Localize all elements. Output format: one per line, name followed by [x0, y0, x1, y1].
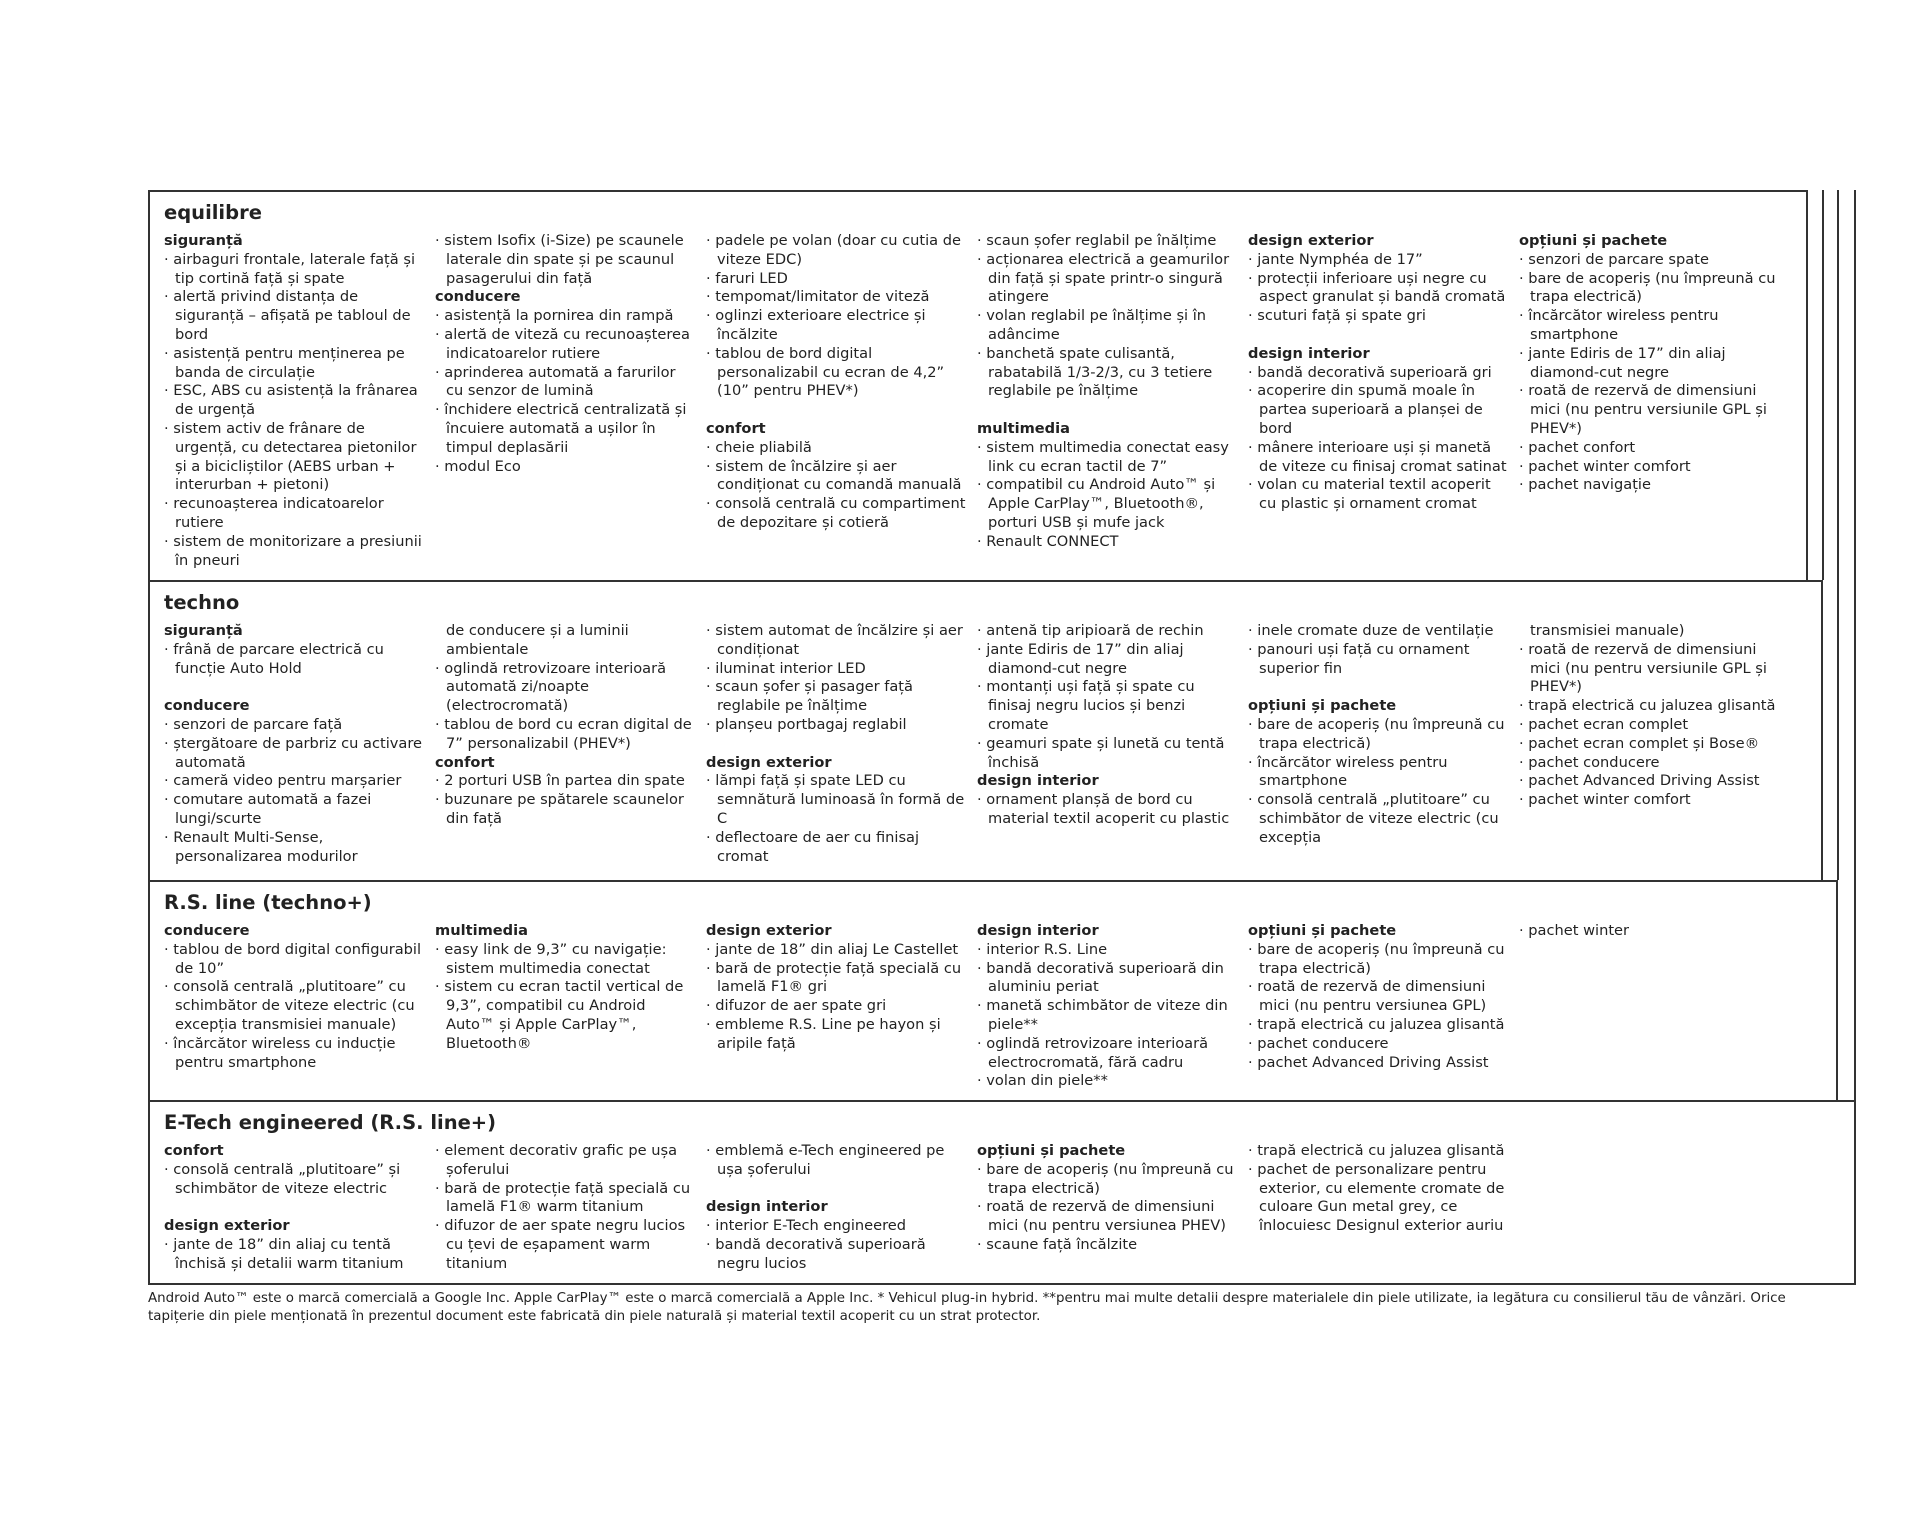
category-heading: confort [164, 1142, 224, 1159]
feature-item: · încărcător wireless pentru smartphone [1248, 754, 1508, 792]
category-heading: siguranță [164, 622, 243, 639]
feature-item: · scaune față încălzite [977, 1236, 1237, 1255]
feature-item-continued: transmisiei manuale) [1530, 622, 1685, 639]
section-title: techno [164, 591, 240, 614]
feature-item: · element decorativ grafic pe ușa șoferului [435, 1142, 695, 1180]
feature-item: · frână de parcare electrică cu funcție Auto Hold [164, 641, 424, 679]
feature-item: · senzori de parcare față [164, 716, 424, 735]
category-heading: multimedia [435, 922, 528, 939]
feature-column [977, 922, 1237, 1091]
feature-item: · consolă centrală „plutitoare” cu schimbător de viteze electric (cu excepția transmisiei manuale) [164, 978, 424, 1034]
feature-item: · antenă tip aripioară de rechin [977, 622, 1237, 641]
feature-item: · easy link de 9,3” cu navigație: sistem multimedia conectat [435, 941, 695, 979]
category-heading: siguranță [164, 232, 243, 249]
feature-item: · 2 porturi USB în partea din spate [435, 772, 695, 791]
feature-item: · planșeu portbagaj reglabil [706, 716, 966, 735]
category-heading: conducere [435, 288, 521, 306]
feature-item: · jante de 18” din aliaj cu tentă închisă și detalii warm titanium [164, 1236, 424, 1274]
feature-item: · difuzor de aer spate gri [706, 997, 966, 1016]
feature-item: · lămpi față și spate LED cu semnătură luminoasă în formă de C [706, 772, 966, 828]
feature-item-continued: de conducere și a luminii ambientale [446, 622, 629, 658]
feature-item: · buzunare pe spătarele scaunelor din față [435, 791, 695, 829]
feature-item: · asistență la pornirea din rampă [435, 307, 695, 326]
section-title: R.S. line (techno+) [164, 891, 372, 914]
category-heading: design exterior [1248, 232, 1374, 249]
category-heading: design interior [977, 772, 1099, 790]
feature-item: · cameră video pentru marșarier [164, 772, 424, 791]
feature-item: · protecții inferioare uși negre cu aspect granulat și bandă cromată [1248, 270, 1508, 308]
feature-item: · difuzor de aer spate negru lucios cu țevi de eșapament warm titanium [435, 1217, 695, 1273]
feature-item: · pachet Advanced Driving Assist [1248, 1054, 1508, 1073]
feature-column [435, 922, 695, 1054]
feature-item: · oglindă retrovizoare interioară automată zi/noapte (electrocromată) [435, 660, 695, 716]
feature-item: · roată de rezervă de dimensiuni mici (nu pentru versiunea PHEV) [977, 1198, 1237, 1236]
feature-item: · Renault CONNECT [977, 533, 1237, 552]
feature-item: · jante Nymphéa de 17” [1248, 251, 1508, 270]
section-rs-line [148, 880, 1838, 1100]
feature-column [706, 232, 966, 533]
feature-item: · banchetă spate culisantă, rabatabilă 1/3-2/3, cu 3 tetiere reglabile pe înălțime [977, 345, 1237, 401]
category-heading: design interior [1248, 344, 1370, 362]
feature-item: · pachet confort [1519, 439, 1779, 458]
feature-item: · sistem automat de încălzire și aer condiționat [706, 622, 966, 660]
feature-item: · mânere interioare uși și manetă de viteze cu finisaj cromat satinat [1248, 439, 1508, 477]
feature-item: · airbaguri frontale, laterale față și tip cortină față și spate [164, 251, 424, 289]
feature-item: · bară de protecție față specială cu lamelă F1® warm titanium [435, 1180, 695, 1218]
section-etech [148, 1100, 1856, 1285]
feature-item: · bare de acoperiș (nu împreună cu trapa electrică) [1519, 270, 1779, 308]
feature-column [1519, 622, 1779, 810]
feature-column [435, 622, 695, 829]
feature-item: · montanți uși față și spate cu finisaj negru lucios și benzi cromate [977, 678, 1237, 734]
category-heading: design exterior [706, 922, 832, 939]
feature-item: · tablou de bord cu ecran digital de 7” personalizabil (PHEV*) [435, 716, 695, 754]
feature-item: · sistem de monitorizare a presiunii în pneuri [164, 533, 424, 571]
feature-item: · senzori de parcare spate [1519, 251, 1779, 270]
feature-item: · pachet winter [1519, 922, 1779, 941]
feature-item: · pachet ecran complet [1519, 716, 1779, 735]
feature-item: · bare de acoperiș (nu împreună cu trapa electrică) [1248, 941, 1508, 979]
frame-line [1837, 190, 1839, 880]
feature-item: · ștergătoare de parbriz cu activare automată [164, 735, 424, 773]
section-title: E-Tech engineered (R.S. line+) [164, 1111, 497, 1134]
category-heading: design exterior [164, 1217, 290, 1235]
feature-item: · bare de acoperiș (nu împreună cu trapa electrică) [1248, 716, 1508, 754]
frame-line [1854, 190, 1856, 1100]
feature-item: · recunoașterea indicatoarelor rutiere [164, 495, 424, 533]
feature-item: · Renault Multi-Sense, personalizarea modurilor [164, 829, 424, 867]
feature-item: · consolă centrală cu compartiment de depozitare și cotieră [706, 495, 966, 533]
feature-item: · cheie pliabilă [706, 439, 966, 458]
feature-column [1248, 232, 1508, 514]
feature-item: · sistem Isofix (i-Size) pe scaunele laterale din spate și pe scaunul pasagerului din față [435, 232, 695, 288]
feature-item: · acționarea electrică a geamurilor din față și spate printr-o singură atingere [977, 251, 1237, 307]
feature-column [1248, 922, 1508, 1072]
feature-item: · comutare automată a fazei lungi/scurte [164, 791, 424, 829]
section-title: equilibre [164, 201, 262, 224]
frame-line [1822, 190, 1824, 580]
feature-item: · pachet navigație [1519, 476, 1779, 495]
feature-column [164, 922, 424, 1072]
feature-item: · manetă schimbător de viteze din piele** [977, 997, 1237, 1035]
feature-item: · ESC, ABS cu asistență la frânarea de urgență [164, 382, 424, 420]
feature-column [977, 622, 1237, 829]
feature-item: · pachet winter comfort [1519, 791, 1779, 810]
feature-item: · jante Ediris de 17” din aliaj diamond-cut negre [1519, 345, 1779, 383]
feature-item: · interior E-Tech engineered [706, 1217, 966, 1236]
feature-item: · tempomat/limitator de viteză [706, 288, 966, 307]
feature-item: · geamuri spate și lunetă cu tentă închisă [977, 735, 1237, 773]
feature-column [164, 622, 424, 866]
feature-column [1519, 232, 1779, 495]
feature-item: · ornament planșă de bord cu material textil acoperit cu plastic [977, 791, 1237, 829]
category-heading: conducere [164, 697, 250, 715]
feature-item: · roată de rezervă de dimensiuni mici (nu pentru versiunile GPL și PHEV*) [1519, 641, 1779, 697]
feature-item: · sistem activ de frânare de urgență, cu detectarea pietonilor și a bicicliștilor (AEBS urban + interurban + pietoni) [164, 420, 424, 495]
feature-item: · scaun șofer și pasager față reglabile pe înălțime [706, 678, 966, 716]
feature-item: · trapă electrică cu jaluzea glisantă [1248, 1142, 1508, 1161]
feature-column [1248, 622, 1508, 848]
feature-item: · bandă decorativă superioară negru lucios [706, 1236, 966, 1274]
feature-item: · trapă electrică cu jaluzea glisantă [1519, 697, 1779, 716]
feature-item: · încărcător wireless pentru smartphone [1519, 307, 1779, 345]
feature-item: · sistem de încălzire și aer condiționat cu comandă manuală [706, 458, 966, 496]
category-heading: design interior [977, 922, 1099, 939]
feature-item: · emblemă e-Tech engineered pe ușa șoferului [706, 1142, 966, 1180]
category-heading: design exterior [706, 753, 832, 771]
feature-item: · inele cromate duze de ventilație [1248, 622, 1508, 641]
feature-item: · închidere electrică centralizată și încuiere automată a ușilor în timpul deplasării [435, 401, 695, 457]
feature-item: · jante Ediris de 17” din aliaj diamond-cut negre [977, 641, 1237, 679]
feature-column [435, 232, 695, 476]
feature-column [706, 622, 966, 866]
feature-item: · pachet winter comfort [1519, 458, 1779, 477]
feature-item: · oglindă retrovizoare interioară electrocromată, fără cadru [977, 1035, 1237, 1073]
feature-item: · padele pe volan (doar cu cutia de viteze EDC) [706, 232, 966, 270]
footnote: Android Auto™ este o marcă comercială a Google Inc. Apple CarPlay™ este o marcă comercială a Apple Inc. * Vehicul plug-in hybrid. **pentru mai multe detalii despre materialele din piele utilizate, ia legătura cu consilierul tău de vânzări. Orice tapițerie din piele menționată în prezentul document este fabricată din piele naturală și material textil acoperit cu un strat protector. [148, 1291, 1786, 1324]
feature-item: · acoperire din spumă moale în partea superioară a planșei de bord [1248, 382, 1508, 438]
feature-item: · modul Eco [435, 458, 695, 477]
feature-item: · pachet ecran complet și Bose® [1519, 735, 1779, 754]
feature-item: · sistem multimedia conectat easy link cu ecran tactil de 7” [977, 439, 1237, 477]
category-heading: opțiuni și pachete [1248, 697, 1397, 715]
feature-item: · roată de rezervă de dimensiuni mici (nu pentru versiunea GPL) [1248, 978, 1508, 1016]
feature-item: · consolă centrală „plutitoare” cu schimbător de viteze electric (cu excepția [1248, 791, 1508, 847]
category-heading: opțiuni și pachete [977, 1142, 1126, 1159]
feature-item: · faruri LED [706, 270, 966, 289]
feature-item: · volan reglabil pe înălțime și în adâncime [977, 307, 1237, 345]
feature-item: · volan cu material textil acoperit cu plastic și ornament cromat [1248, 476, 1508, 514]
feature-item: · compatibil cu Android Auto™ și Apple CarPlay™, Bluetooth®, porturi USB și mufe jack [977, 476, 1237, 532]
category-heading: opțiuni și pachete [1248, 922, 1397, 939]
feature-item: · tablou de bord digital configurabil de 10” [164, 941, 424, 979]
category-heading: confort [435, 753, 495, 771]
feature-column [706, 1142, 966, 1274]
feature-item: · asistență pentru menținerea pe banda de circulație [164, 345, 424, 383]
feature-item: · oglinzi exterioare electrice și încălzite [706, 307, 966, 345]
feature-item: · alertă privind distanța de siguranță – afișată pe tabloul de bord [164, 288, 424, 344]
feature-item: · volan din piele** [977, 1072, 1237, 1091]
feature-column [164, 1142, 424, 1274]
feature-column [1248, 1142, 1508, 1236]
category-heading: multimedia [977, 419, 1070, 437]
category-heading: confort [706, 419, 766, 437]
feature-item: · bare de acoperiș (nu împreună cu trapa electrică) [977, 1161, 1237, 1199]
feature-column [435, 1142, 695, 1274]
feature-item: · iluminat interior LED [706, 660, 966, 679]
feature-column [977, 232, 1237, 552]
feature-item: · tablou de bord digital personalizabil cu ecran de 4,2” (10” pentru PHEV*) [706, 345, 966, 401]
feature-item: · alertă de viteză cu recunoașterea indicatoarelor rutiere [435, 326, 695, 364]
feature-item: · embleme R.S. Line pe hayon și aripile față [706, 1016, 966, 1054]
feature-column [1519, 922, 1779, 941]
feature-column [977, 1142, 1237, 1255]
feature-item: · bandă decorativă superioară din aluminiu periat [977, 960, 1237, 998]
feature-item: · interior R.S. Line [977, 941, 1237, 960]
feature-item: · pachet de personalizare pentru exterior, cu elemente cromate de culoare Gun metal grey, ce înlocuiesc Designul exterior auriu [1248, 1161, 1508, 1236]
category-heading: design interior [706, 1198, 828, 1216]
feature-item: · scaun șofer reglabil pe înălțime [977, 232, 1237, 251]
feature-column [164, 232, 424, 570]
category-heading: opțiuni și pachete [1519, 232, 1668, 249]
feature-item: · scuturi față și spate gri [1248, 307, 1508, 326]
feature-item: · jante de 18” din aliaj Le Castellet [706, 941, 966, 960]
feature-item: · pachet conducere [1519, 754, 1779, 773]
feature-item: · sistem cu ecran tactil vertical de 9,3”, compatibil cu Android Auto™ și Apple CarPlay™, Bluetooth® [435, 978, 695, 1053]
section-techno [148, 580, 1823, 880]
feature-item: · roată de rezervă de dimensiuni mici (nu pentru versiunile GPL și PHEV*) [1519, 382, 1779, 438]
feature-item: · pachet Advanced Driving Assist [1519, 772, 1779, 791]
feature-item: · bandă decorativă superioară gri [1248, 364, 1508, 383]
feature-item: · panouri uși față cu ornament superior fin [1248, 641, 1508, 679]
feature-column [706, 922, 966, 1054]
feature-item: · pachet conducere [1248, 1035, 1508, 1054]
feature-item: · consolă centrală „plutitoare” și schimbător de viteze electric [164, 1161, 424, 1199]
feature-item: · aprinderea automată a farurilor cu senzor de lumină [435, 364, 695, 402]
feature-item: · bară de protecție față specială cu lamelă F1® gri [706, 960, 966, 998]
feature-item: · trapă electrică cu jaluzea glisantă [1248, 1016, 1508, 1035]
section-equilibre [148, 190, 1808, 580]
category-heading: conducere [164, 922, 250, 939]
feature-item: · deflectoare de aer cu finisaj cromat [706, 829, 966, 867]
feature-item: · încărcător wireless cu inducție pentru smartphone [164, 1035, 424, 1073]
